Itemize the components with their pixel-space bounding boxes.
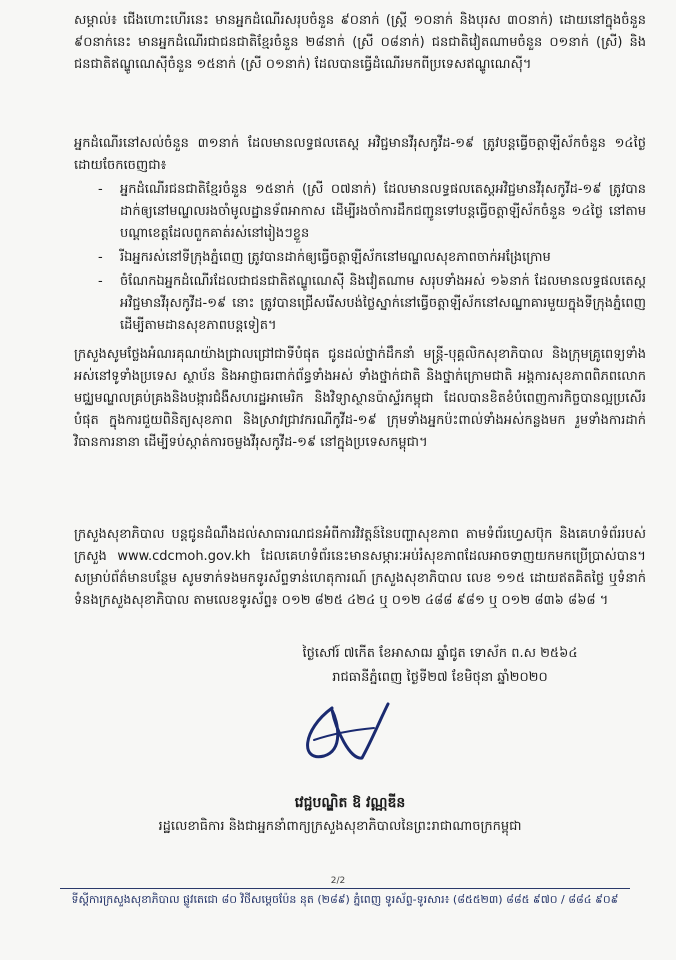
signer-name: វេជ្ជបណ្ឌិត ឱ វណ្ណឌីន [294, 795, 406, 811]
paragraph-remaining-travelers: អ្នកដំណើរនៅសល់ចំនួន ៣១នាក់ ដែលមានលទ្ធផលតេស្ត អវិជ្ជមានវីរុសកូវីដ-១៩ ត្រូវបន្តធ្វើចត្តាឡីស័កចំនួន ១៤ថ្ងៃ ដោយចែកចេញជា៖ [74, 136, 646, 173]
bullet-marker: - [98, 182, 103, 197]
signer-title: រដ្ឋលេខាធិការ និងជាអ្នកនាំពាក្យក្រសួងសុខាភិបាលនៃព្រះរាជាណាចក្រកម្ពុជា [158, 819, 522, 834]
footer-address: ទីស្តីការក្រសួងសុខាភិបាល ផ្លូវតេជោ ៨០ វិថីសម្តេចប៉ែន នុត (២៨៩) ភ្នំពេញ ទូរស័ព្ទ-ទូរសារ៖ (៨៥៥២៣) ៨៨៥ ៩៧០ / ៨៨៤ ៩០៩ [71, 893, 619, 906]
page-number: 2/2 [330, 876, 346, 886]
bullet-item [98, 247, 646, 269]
bullet-text: ចំណែកឯអ្នកដំណើរដែលជាជនជាតិឥណ្ឌូណេស៊ី និងវៀតណាម សរុបទាំងអស់ ១៦នាក់ ដែលមានលទ្ធផលតេស្ត អវិជ្ជមានវីរុសកូវីដ-១៩ នោះ ត្រូវបានជ្រើសរើសបង់ថ្លៃស្នាក់នៅធ្វើចត្តាឡីស័កនៅសណ្ឋាគារមួយក្នុងទីក្រុងភ្នំពេញ ដើម្បីតាមដានសុខភាពបន្តទៀត។ [120, 274, 646, 333]
signature-image [292, 700, 412, 768]
paragraph-thanks: ក្រសួងសូមថ្លែងអំណរគុណយ៉ាងជ្រាលជ្រៅជាទីបំផុត ជូនដល់ថ្នាក់ដឹកនាំ មន្ត្រី-បុគ្គលិកសុខាភិបាល និងក្រុមគ្រូពេទ្យទាំងអស់នៅទូទាំងប្រទេស ស្ថាប័ន និងអាជ្ញាធរពាក់ព័ន្ធទាំងអស់ ទាំងថ្នាក់ជាតិ និងថ្នាក់ក្រោមជាតិ អង្គការសុខភាពពិភពលោក មជ្ឈមណ្ឌលគ្រប់គ្រងនិងបង្ការជំងឺសហរដ្ឋអាមេរិក និងវិទ្យាស្ថានប៉ាស្ទ័រកម្ពុជា ដែលបានខិតខំបំពេញការកិច្ចបានល្អប្រសើរបំផុត ក្នុងការជួយពិនិត្យសុខភាព និងស្រាវជ្រាវករណីកូវីដ-១៩ ក្រុមទាំងអ្នកប៉ះពាល់ទាំងអស់កន្លងមក រួមទាំងការដាក់វិធានការនានា ដើម្បីទប់ស្កាត់ការចម្លងវីរុសកូវីដ-១៩ នៅក្នុងប្រទេសកម្ពុជា។ [74, 347, 646, 450]
bullet-marker: - [98, 274, 103, 289]
footer-divider [60, 888, 630, 889]
date-solar: រាជធានីភ្នំពេញ ថ្ងៃទី២៧ ខែមិថុនា ឆ្នាំ២០២០ [332, 670, 548, 685]
date-lunar: ថ្ងៃសៅរ៍ ៧កើត ខែអាសាឍ ឆ្នាំជូត ទោស័ក ព.ស ២៥៦៤ [302, 646, 578, 661]
paragraph-contact-info: ក្រសួងសុខាភិបាល បន្តជូនដំណឹងដល់សាធារណជនអំពីការវិវត្តន៍នៃបញ្ហាសុខភាព តាមទំព័រហ្វេសប៊ុក និងគេហទំព័ររបស់ក្រសួង www.cdcmoh.gov.kh ដែលគេហទំព័រនេះមានសម្ភារៈអប់រំសុខភាពដែលអាចទាញយកមកប្រើប្រាស់បាន។ សម្រាប់ព័ត៌មានបន្ថែម សូមទាក់ទងមកទូរស័ព្ទទាន់ហេតុការណ៍ ក្រសួងសុខាភិបាល លេខ ១១៥ ដោយឥតគិតថ្លៃ ឬទំនាក់ទំនងក្រសួងសុខាភិបាល តាមលេខទូរស័ព្ទ៖ ០១២ ៨២៥ ៤២៤ ឬ ០១២ ៤៨៨ ៩៨១ ឬ ០១២ ៨៣៦ ៨៦៨ ។ [74, 527, 646, 608]
paragraph-note: សម្គាល់៖ ជើងហោះហើរនេះ មានអ្នកដំណើរសរុបចំនួន ៩០នាក់ (ស្ត្រី ១០នាក់ និងបុរស ៣០នាក់) ដោយនៅក្នុងចំនួន ៩០នាក់នេះ មានអ្នកដំណើរជាជនជាតិខ្មែរចំនួន ២៨នាក់ (ស្រី ០៨នាក់) ជនជាតិវៀតណាមចំនួន ០១នាក់ (ស្រី) និងជនជាតិឥណ្ឌូណេស៊ីចំនួន ១៥នាក់ (ស្រី ០១នាក់) ដែលបានធ្វើដំណើរមកពីប្រទេសឥណ្ឌូណេស៊ី។ [74, 13, 646, 72]
bullet-item [98, 271, 646, 337]
bullet-marker: - [98, 250, 103, 265]
bullet-text: រីឯអ្នករស់នៅទីក្រុងភ្នំពេញ ត្រូវបានដាក់ឲ្យធ្វើចត្តាឡីស័កនៅមណ្ឌលសុខភាពចាក់អង្រែក្រោម [120, 250, 551, 265]
bullet-list [98, 179, 646, 339]
bullet-text: អ្នកដំណើរជនជាតិខ្មែរចំនួន ១៥នាក់ (ស្រី ០៧នាក់) ដែលមានលទ្ធផលតេស្តអវិជ្ជមានវីរុសកូវីដ-១៩ ត្រូវបានដាក់ឲ្យនៅមណ្ឌលរងចាំមូលដ្ឋានទ័ពអាកាស ដើម្បីរងចាំការដឹកជញ្ជូនទៅបន្តធ្វើចត្តាឡីស័កចំនួន ១៤ថ្ងៃ នៅតាមបណ្តាខេត្តដែលពួកគាត់រស់នៅរៀងៗខ្លួន [120, 182, 646, 241]
bullet-item [98, 179, 646, 245]
